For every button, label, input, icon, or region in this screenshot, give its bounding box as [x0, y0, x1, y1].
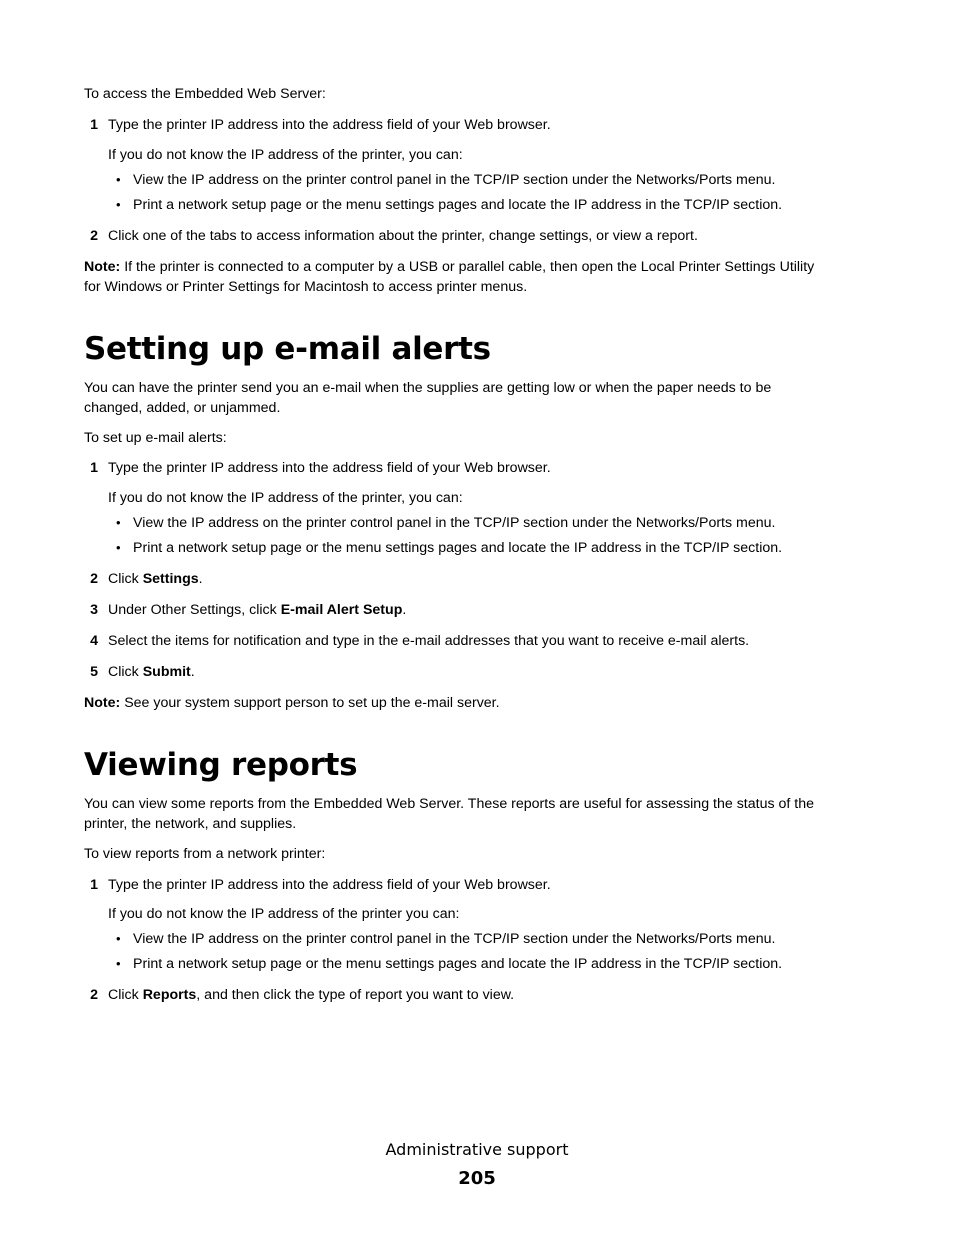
reports-step-2 — [108, 985, 514, 1005]
reports-bullet-1: View the IP address on the printer control panel in the TCP/IP section under the Networks/Ports menu. — [133, 931, 776, 947]
submit-ui-label: Submit — [142, 664, 191, 680]
reports-para-line-2: printer, the network, and supplies. — [84, 816, 297, 832]
step-number: 2 — [90, 228, 98, 244]
email-para-line-2: changed, added, or unjammed. — [84, 400, 281, 416]
step-number: 1 — [90, 117, 98, 133]
reports-step-1: Type the printer IP address into the address field of your Web browser. — [108, 877, 551, 893]
note-text: If the printer is connected to a computer by a USB or parallel cable, then open the Local Printer Settings Utility — [120, 259, 815, 275]
email-alert-setup-ui-label: E-mail Alert Setup — [280, 602, 403, 618]
intro-note-line-2: for Windows or Printer Settings for Macintosh to access printer menus. — [84, 279, 528, 295]
step-number: 1 — [90, 460, 98, 476]
email-para-line-1: You can have the printer send you an e-mail when the supplies are getting low or when the paper needs to be — [84, 380, 772, 396]
bullet-glyph: • — [116, 197, 121, 212]
intro-step-1: Type the printer IP address into the address field of your Web browser. — [108, 117, 551, 133]
step-number: 2 — [90, 571, 98, 587]
settings-ui-label: Settings — [142, 571, 199, 587]
email-step-2 — [108, 569, 203, 589]
note-text: See your system support person to set up the e-mail server. — [120, 695, 500, 711]
intro-lead: To access the Embedded Web Server: — [84, 86, 326, 102]
page-number: 205 — [458, 1168, 496, 1189]
step-text: Under Other Settings, click — [108, 602, 281, 618]
email-lead: To set up e-mail alerts: — [84, 430, 227, 446]
step-text: , and then click the type of report you want to view. — [196, 987, 515, 1003]
email-step-1-sub: If you do not know the IP address of the printer, you can: — [108, 490, 463, 506]
reports-step-1-sub: If you do not know the IP address of the printer you can: — [108, 906, 460, 922]
note-label: Note: — [84, 259, 121, 275]
intro-step-2: Click one of the tabs to access information about the printer, change settings, or view a report. — [108, 228, 698, 244]
step-text: Click — [108, 664, 143, 680]
bullet-glyph: • — [116, 172, 121, 187]
step-text: . — [198, 571, 203, 587]
email-step-3 — [108, 600, 406, 620]
step-text: . — [190, 664, 195, 680]
email-bullet-2: Print a network setup page or the menu settings pages and locate the IP address in the TCP/IP section. — [133, 540, 783, 556]
bullet-glyph: • — [116, 515, 121, 530]
reports-para-line-1: You can view some reports from the Embedded Web Server. These reports are useful for assessing the status of the — [84, 796, 814, 812]
step-number: 2 — [90, 987, 98, 1003]
step-text: Click — [108, 987, 143, 1003]
step-number: 5 — [90, 664, 98, 680]
step-number: 3 — [90, 602, 98, 618]
intro-step-1-sub: If you do not know the IP address of the printer, you can: — [108, 147, 463, 163]
reports-ui-label: Reports — [142, 987, 197, 1003]
intro-bullet-1: View the IP address on the printer control panel in the TCP/IP section under the Networks/Ports menu. — [133, 172, 776, 188]
bullet-glyph: • — [116, 931, 121, 946]
section-heading-reports: Viewing reports — [84, 747, 358, 783]
bullet-glyph: • — [116, 540, 121, 555]
reports-bullet-2: Print a network setup page or the menu settings pages and locate the IP address in the TCP/IP section. — [133, 956, 783, 972]
bullet-glyph: • — [116, 956, 121, 971]
reports-lead: To view reports from a network printer: — [84, 846, 326, 862]
email-note — [84, 693, 500, 713]
email-bullet-1: View the IP address on the printer control panel in the TCP/IP section under the Networks/Ports menu. — [133, 515, 776, 531]
email-step-1: Type the printer IP address into the address field of your Web browser. — [108, 460, 551, 476]
step-number: 1 — [90, 877, 98, 893]
email-step-5 — [108, 662, 195, 682]
footer-section-title: Administrative support — [385, 1140, 569, 1159]
intro-bullet-2: Print a network setup page or the menu settings pages and locate the IP address in the TCP/IP section. — [133, 197, 783, 213]
step-number: 4 — [90, 633, 98, 649]
step-text: . — [402, 602, 407, 618]
email-step-4: Select the items for notification and type in the e-mail addresses that you want to receive e-mail alerts. — [108, 633, 750, 649]
note-label: Note: — [84, 695, 121, 711]
intro-note — [84, 257, 814, 277]
step-text: Click — [108, 571, 143, 587]
section-heading-email: Setting up e-mail alerts — [84, 331, 491, 367]
